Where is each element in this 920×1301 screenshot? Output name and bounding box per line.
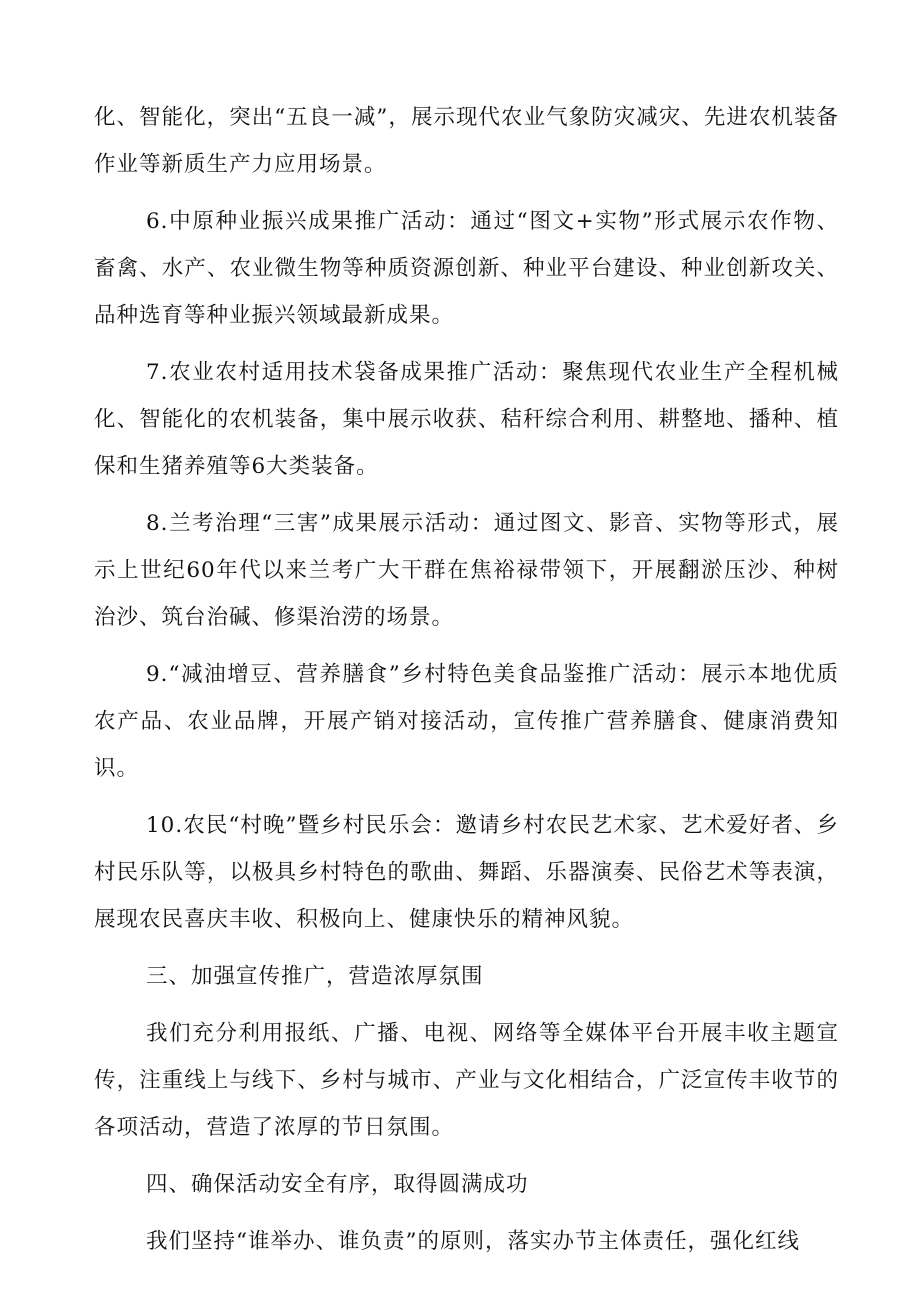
paragraph-section-3: 我们充分利用报纸、广播、电视、网络等全媒体平台开展丰收主题宣传，注重线上与线下、乡村与城市、产业与文化相结合，广泛宣传丰收节的各项活动，营造了浓厚的节日氛围。 [94,1021,839,1140]
paragraph-item-8: 8.兰考治理“三害”成果展示活动：通过图文、影音、实物等形式，展示上世纪60年代以来兰考广大干群在焦裕禄带领下，开展翻淤压沙、种树治沙、筑台治碱、修渠治涝的场景。 [94,511,839,630]
paragraph-item-7: 7.农业农村适用技术袋备成果推广活动：聚焦现代农业生产全程机械化、智能化的农机装备，集中展示收获、秸秆综合利用、耕整地、播种、植保和生猪养殖等6大类装备。 [94,360,839,479]
section-heading-3: 三、加强宣传推广，营造浓厚氛围 [146,964,484,989]
paragraph-continued: 化、智能化，突出“五良一减”，展示现代农业气象防灾减灾、先进农机装备作业等新质生产力应用场景。 [94,105,839,177]
section-heading-4: 四、确保活动安全有序，取得圆满成功 [146,1172,529,1197]
paragraph-item-9: 9.“减油增豆、营养膳食”乡村特色美食品鉴推广活动：展示本地优质农产品、农业品牌，开展产销对接活动，宣传推广营养膳食、健康消费知识。 [94,662,839,781]
paragraph-section-4: 我们坚持“谁举办、谁负责”的原则，落实办节主体责任，强化红线 [146,1229,800,1254]
paragraph-item-10: 10.农民“村晚”暨乡村民乐会：邀请乡村农民艺术家、艺术爱好者、乡村民乐队等，以极具乡村特色的歌曲、舞蹈、乐器演奏、民俗艺术等表演，展现农民喜庆丰收、积极向上、健康快乐的精神风貌。 [94,813,839,932]
paragraph-item-6: 6.中原种业振兴成果推广活动：通过“图文+实物”形式展示农作物、畜禽、水产、农业微生物等种质资源创新、种业平台建设、种业创新攻关、品种选育等种业振兴领域最新成果。 [94,209,839,328]
document-page [94,94,839,1275]
